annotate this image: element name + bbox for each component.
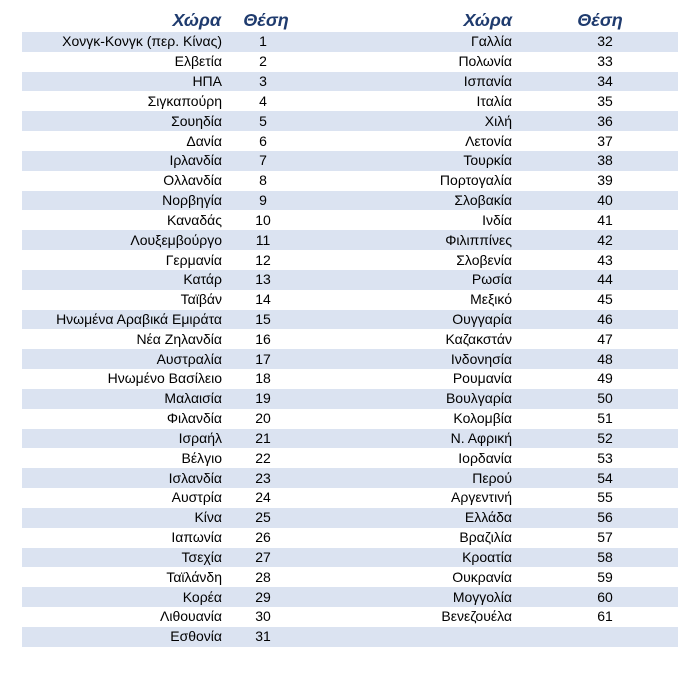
table-row [22, 587, 304, 607]
table-row [22, 91, 304, 111]
table-row [22, 349, 304, 369]
table-row [22, 210, 304, 230]
table-row [304, 290, 678, 310]
rank-cell: 5 [222, 111, 304, 131]
rank-cell: 49 [512, 369, 678, 389]
country-cell: Μαλαισία [22, 389, 222, 409]
table-row [22, 270, 304, 290]
rank-cell: 43 [512, 250, 678, 270]
table-row [304, 448, 678, 468]
table-row [304, 468, 678, 488]
country-cell: Ρουμανία [304, 369, 512, 389]
table-row [304, 349, 678, 369]
rank-cell: 34 [512, 72, 678, 92]
rank-cell: 28 [222, 567, 304, 587]
country-cell: Ιρλανδία [22, 151, 222, 171]
rank-cell: 59 [512, 567, 678, 587]
rank-cell: 56 [512, 508, 678, 528]
country-cell: Περού [304, 468, 512, 488]
table-row [304, 250, 678, 270]
rank-cell: 37 [512, 131, 678, 151]
country-cell: Ν. Αφρική [304, 429, 512, 449]
country-cell: Χιλή [304, 111, 512, 131]
country-cell: Ολλανδία [22, 171, 222, 191]
table-row [304, 111, 678, 131]
rank-cell: 33 [512, 52, 678, 72]
table-row [304, 409, 678, 429]
rank-cell: 44 [512, 270, 678, 290]
country-cell: Καζακστάν [304, 329, 512, 349]
table-row [304, 310, 678, 330]
rank-cell: 4 [222, 91, 304, 111]
table-row [22, 290, 304, 310]
country-cell: Φιλανδία [22, 409, 222, 429]
ranking-table-right [304, 32, 678, 647]
country-cell: Νέα Ζηλανδία [22, 329, 222, 349]
table-row [304, 508, 678, 528]
rank-cell: 60 [512, 587, 678, 607]
table-row [22, 548, 304, 568]
country-cell: Σουηδία [22, 111, 222, 131]
table-row [22, 250, 304, 270]
table-row [304, 548, 678, 568]
country-cell: Καναδάς [22, 210, 222, 230]
table-row [22, 191, 304, 211]
rank-cell: 61 [512, 607, 678, 627]
table-row [22, 488, 304, 508]
rank-cell: 22 [222, 448, 304, 468]
rank-cell: 41 [512, 210, 678, 230]
table-row [22, 468, 304, 488]
table-row [304, 191, 678, 211]
table-row [304, 72, 678, 92]
country-cell: Δανία [22, 131, 222, 151]
country-cell: Γερμανία [22, 250, 222, 270]
table-row [304, 329, 678, 349]
table-row [304, 270, 678, 290]
country-cell: Κατάρ [22, 270, 222, 290]
country-cell: Τσεχία [22, 548, 222, 568]
country-cell: Βέλγιο [22, 448, 222, 468]
table-row [22, 329, 304, 349]
rank-cell: 30 [222, 607, 304, 627]
rank-cell: 20 [222, 409, 304, 429]
country-cell: Ισλανδία [22, 468, 222, 488]
table-row [22, 171, 304, 191]
country-cell: Ιορδανία [304, 448, 512, 468]
table-row [22, 567, 304, 587]
rank-cell: 38 [512, 151, 678, 171]
country-cell: Ιταλία [304, 91, 512, 111]
rank-cell: 51 [512, 409, 678, 429]
country-cell: Λιθουανία [22, 607, 222, 627]
rank-cell: 23 [222, 468, 304, 488]
table-row [304, 32, 678, 52]
country-cell: Νορβηγία [22, 191, 222, 211]
country-cell: Μεξικό [304, 290, 512, 310]
rank-cell: 24 [222, 488, 304, 508]
rank-cell: 17 [222, 349, 304, 369]
country-cell: Ινδονησία [304, 349, 512, 369]
country-cell: Αυστραλία [22, 349, 222, 369]
rank-cell: 8 [222, 171, 304, 191]
table-row [22, 429, 304, 449]
table-row [22, 448, 304, 468]
rank-cell [512, 627, 678, 647]
table-row [304, 171, 678, 191]
rank-cell: 7 [222, 151, 304, 171]
table-row [304, 587, 678, 607]
country-cell: Ιαπωνία [22, 528, 222, 548]
rank-cell: 14 [222, 290, 304, 310]
rank-cell: 3 [222, 72, 304, 92]
country-cell: Ελβετία [22, 52, 222, 72]
country-cell: Λουξεμβούργο [22, 230, 222, 250]
ranking-table-left [22, 32, 304, 647]
country-cell: Ουγγαρία [304, 310, 512, 330]
country-cell: Ελλάδα [304, 508, 512, 528]
table-row [22, 369, 304, 389]
country-cell: Τουρκία [304, 151, 512, 171]
table-row [22, 389, 304, 409]
header-rank-left: Θέση [243, 10, 289, 30]
table-row [22, 528, 304, 548]
rank-cell: 13 [222, 270, 304, 290]
header-rank-right: Θέση [577, 10, 623, 30]
rank-cell: 26 [222, 528, 304, 548]
rank-cell: 15 [222, 310, 304, 330]
table-row [304, 567, 678, 587]
country-cell: Σλοβακία [304, 191, 512, 211]
country-cell: Ταϊλάνδη [22, 567, 222, 587]
rank-cell: 54 [512, 468, 678, 488]
header-country-left: Χώρα [172, 10, 221, 30]
table-row [304, 389, 678, 409]
rank-cell: 58 [512, 548, 678, 568]
table-row [304, 91, 678, 111]
country-cell: Βραζιλία [304, 528, 512, 548]
table-row [304, 607, 678, 627]
rank-cell: 29 [222, 587, 304, 607]
table-row [22, 32, 304, 52]
table-row [304, 230, 678, 250]
country-cell: Κορέα [22, 587, 222, 607]
rank-cell: 45 [512, 290, 678, 310]
country-cell: Ταϊβάν [22, 290, 222, 310]
country-cell: Γαλλία [304, 32, 512, 52]
table-row [22, 508, 304, 528]
rank-cell: 16 [222, 329, 304, 349]
table-row [304, 210, 678, 230]
table-row [304, 131, 678, 151]
rank-cell: 46 [512, 310, 678, 330]
table-row [22, 310, 304, 330]
table-row [304, 488, 678, 508]
rank-cell: 47 [512, 329, 678, 349]
rank-cell: 27 [222, 548, 304, 568]
country-cell: Ουκρανία [304, 567, 512, 587]
rank-cell: 2 [222, 52, 304, 72]
country-cell: Κροατία [304, 548, 512, 568]
country-cell: Πολωνία [304, 52, 512, 72]
country-cell: Ρωσία [304, 270, 512, 290]
table-row [22, 52, 304, 72]
table-row [22, 607, 304, 627]
rank-cell: 32 [512, 32, 678, 52]
rank-cell: 35 [512, 91, 678, 111]
table-row [22, 151, 304, 171]
country-cell: Αργεντινή [304, 488, 512, 508]
country-cell: Βενεζουέλα [304, 607, 512, 627]
table-row [304, 429, 678, 449]
rank-cell: 21 [222, 429, 304, 449]
rank-cell: 31 [222, 627, 304, 647]
rank-cell: 42 [512, 230, 678, 250]
rank-cell: 40 [512, 191, 678, 211]
country-cell: Πορτογαλία [304, 171, 512, 191]
country-cell: Ινδία [304, 210, 512, 230]
table-row [304, 627, 678, 647]
table-row [22, 627, 304, 647]
rank-cell: 36 [512, 111, 678, 131]
country-cell: Φιλιππίνες [304, 230, 512, 250]
country-cell: Εσθονία [22, 627, 222, 647]
table-row [22, 409, 304, 429]
country-cell: Σιγκαπούρη [22, 91, 222, 111]
table-row [22, 131, 304, 151]
country-cell [304, 627, 512, 647]
country-cell: Λετονία [304, 131, 512, 151]
country-cell: Ισπανία [304, 72, 512, 92]
country-cell: Κολομβία [304, 409, 512, 429]
rank-cell: 55 [512, 488, 678, 508]
country-cell: Ηνωμένα Αραβικά Εμιράτα [22, 310, 222, 330]
rank-cell: 9 [222, 191, 304, 211]
table-row [304, 528, 678, 548]
country-cell: Ηνωμένο Βασίλειο [22, 369, 222, 389]
rank-cell: 10 [222, 210, 304, 230]
rank-cell: 12 [222, 250, 304, 270]
rank-cell: 18 [222, 369, 304, 389]
rank-cell: 50 [512, 389, 678, 409]
rank-cell: 39 [512, 171, 678, 191]
rank-cell: 53 [512, 448, 678, 468]
table-row [304, 369, 678, 389]
country-cell: Σλοβενία [304, 250, 512, 270]
rank-cell: 6 [222, 131, 304, 151]
country-cell: Χονγκ-Κονγκ (περ. Κίνας) [22, 32, 222, 52]
rank-cell: 52 [512, 429, 678, 449]
rank-cell: 48 [512, 349, 678, 369]
rank-cell: 1 [222, 32, 304, 52]
table-row [304, 151, 678, 171]
country-cell: ΗΠΑ [22, 72, 222, 92]
rank-cell: 57 [512, 528, 678, 548]
country-cell: Κίνα [22, 508, 222, 528]
table-row [22, 230, 304, 250]
rank-cell: 25 [222, 508, 304, 528]
table-row [22, 72, 304, 92]
country-cell: Βουλγαρία [304, 389, 512, 409]
country-cell: Μογγολία [304, 587, 512, 607]
rank-cell: 11 [222, 230, 304, 250]
country-cell: Αυστρία [22, 488, 222, 508]
country-cell: Ισραήλ [22, 429, 222, 449]
table-row [304, 52, 678, 72]
rank-cell: 19 [222, 389, 304, 409]
header-country-right: Χώρα [463, 10, 512, 30]
table-row [22, 111, 304, 131]
